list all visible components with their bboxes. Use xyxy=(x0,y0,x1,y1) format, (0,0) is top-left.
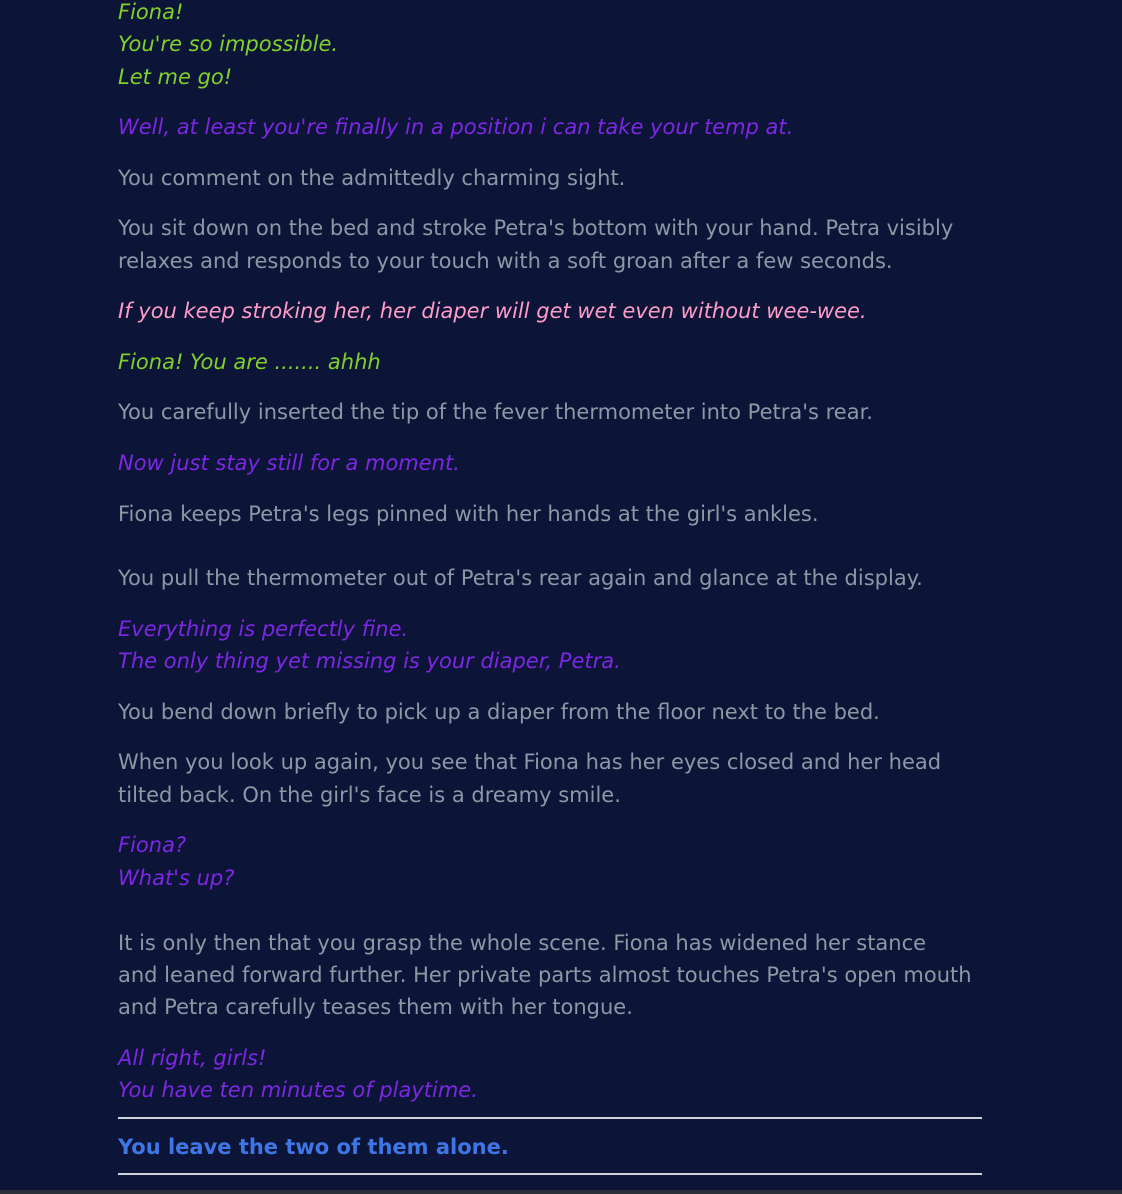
narration-paragraph: You carefully inserted the tip of the fever thermometer into Petra's rear. xyxy=(118,400,873,424)
nurse-dialogue-line: You have ten minutes of playtime. xyxy=(118,1078,478,1102)
choice-divider-top xyxy=(118,1117,982,1119)
narration-line: You sit down on the bed and stroke Petra's bottom with your hand. Petra visibly xyxy=(118,216,954,240)
nurse-dialogue-line: Fiona? xyxy=(118,833,187,857)
fiona-dialogue-line: Fiona! You are ....... ahhh xyxy=(118,350,381,374)
narration-paragraph: You bend down briefly to pick up a diaper from the floor next to the bed. xyxy=(118,700,880,724)
narration-line: and Petra carefully teases them with her tongue. xyxy=(118,995,633,1019)
nurse-dialogue-line: What's up? xyxy=(118,866,235,890)
nurse-dialogue-line: Everything is perfectly fine. xyxy=(118,617,409,641)
narration-line: relaxes and responds to your touch with a soft groan after a few seconds. xyxy=(118,249,893,273)
window-bottom-edge xyxy=(0,1190,1122,1194)
pink-dialogue-line: If you keep stroking her, her diaper will get wet even without wee-wee. xyxy=(118,299,867,323)
narration-line: When you look up again, you see that Fiona has her eyes closed and her head xyxy=(118,750,942,774)
nurse-dialogue-line: Well, at least you're finally in a position i can take your temp at. xyxy=(118,115,794,139)
narration-paragraph: You comment on the admittedly charming sight. xyxy=(118,166,626,190)
leave-them-alone-link[interactable]: You leave the two of them alone. xyxy=(118,1135,509,1159)
fiona-dialogue-line: Let me go! xyxy=(118,65,233,89)
narration-paragraph: Fiona keeps Petra's legs pinned with her hands at the girl's ankles. xyxy=(118,502,819,526)
nurse-dialogue-line: All right, girls! xyxy=(118,1046,267,1070)
fiona-dialogue-line: You're so impossible. xyxy=(118,32,339,56)
narration-line: tilted back. On the girl's face is a dreamy smile. xyxy=(118,783,621,807)
narration-paragraph: You pull the thermometer out of Petra's rear again and glance at the display. xyxy=(118,566,923,590)
fiona-dialogue-line: Fiona! xyxy=(118,0,184,24)
nurse-dialogue-line: The only thing yet missing is your diaper, Petra. xyxy=(118,649,621,673)
narration-line: It is only then that you grasp the whole scene. Fiona has widened her stance xyxy=(118,931,927,955)
choice-divider-bottom xyxy=(118,1173,982,1175)
nurse-dialogue-line: Now just stay still for a moment. xyxy=(118,451,460,475)
narration-line: and leaned forward further. Her private parts almost touches Petra's open mouth xyxy=(118,963,972,987)
